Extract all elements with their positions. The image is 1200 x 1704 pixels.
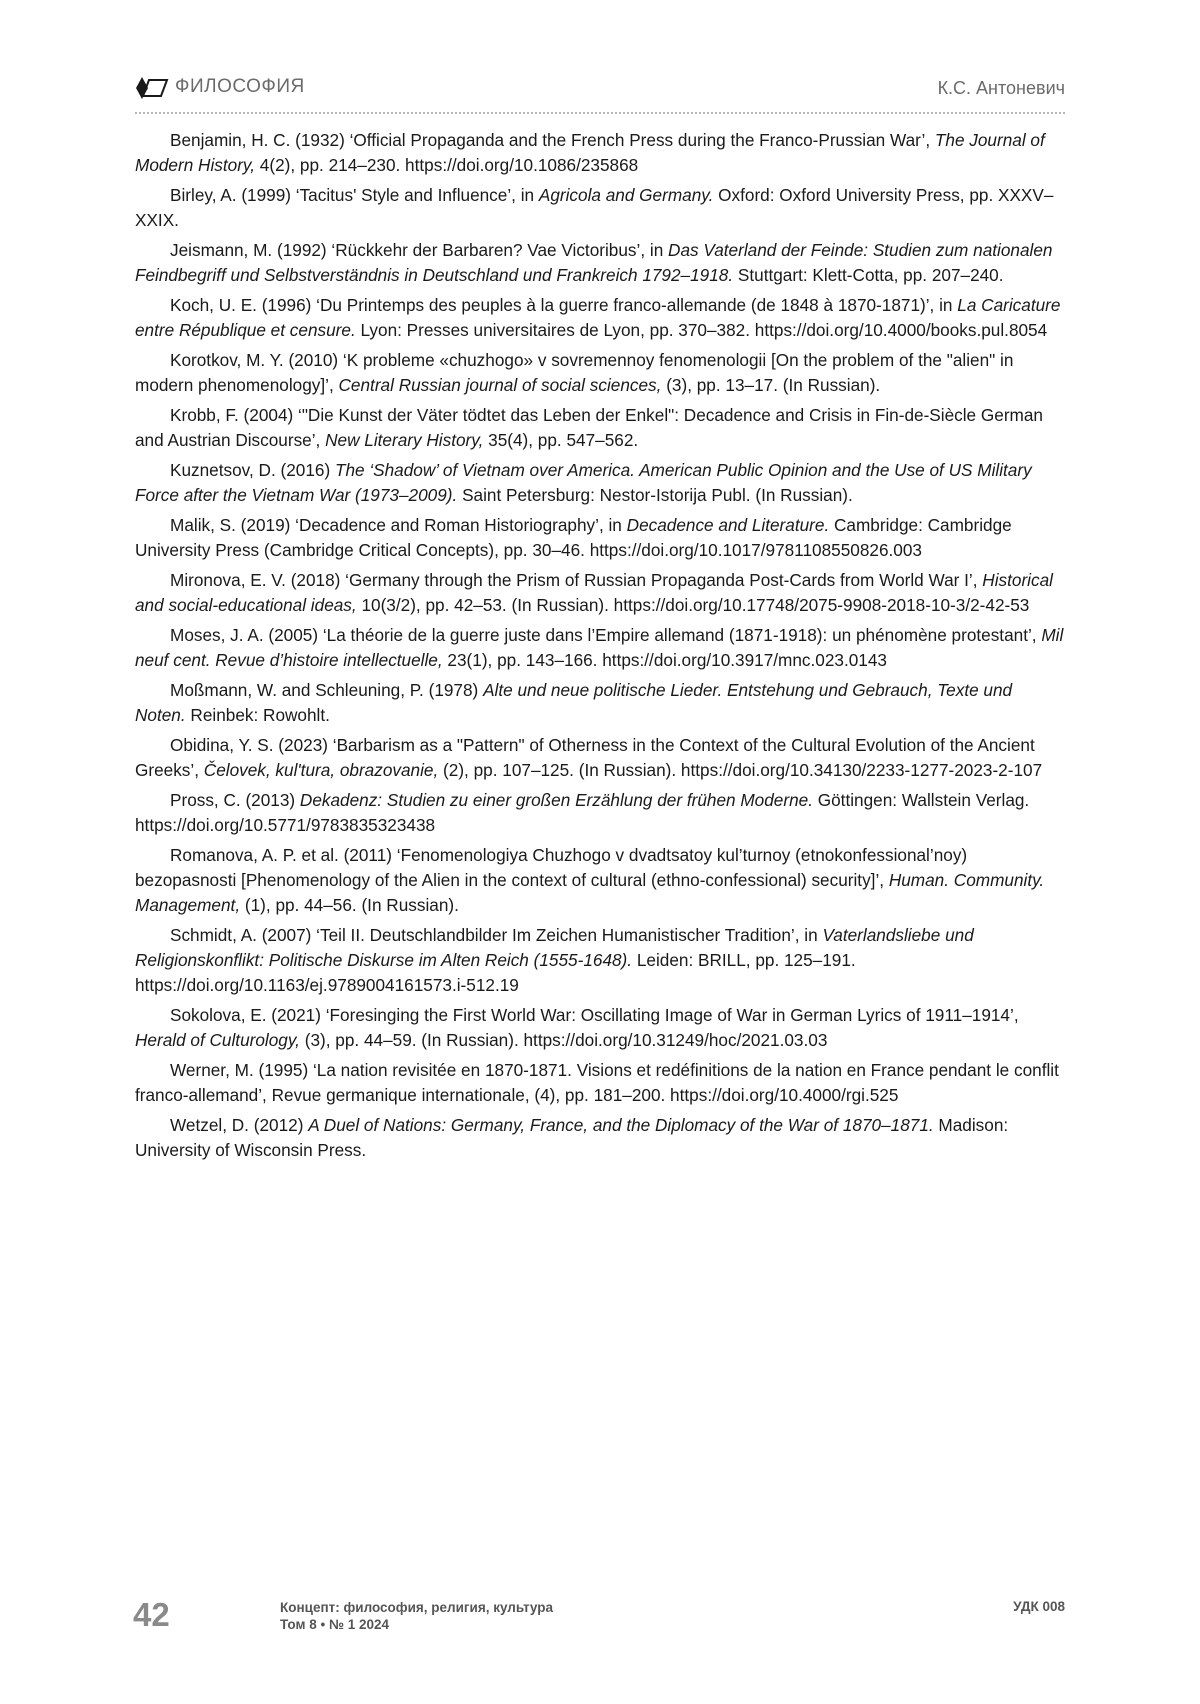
reference-entry [135, 128, 1065, 178]
reference-entry [135, 458, 1065, 508]
reference-text: 4(2), pp. 214–230. https://doi.org/10.1086/235868 [255, 155, 639, 175]
reference-text: Sokolova, E. (2021) ‘Foresinging the First World War: Oscillating Image of War in German Lyrics of 1911–1914’, [170, 1005, 1019, 1025]
journal-issue: Том 8 • № 1 2024 [280, 1617, 390, 1632]
reference-text: Kuznetsov, D. (2016) [170, 460, 335, 480]
header-divider [135, 112, 1065, 114]
reference-text: Wetzel, D. (2012) [170, 1115, 309, 1135]
reference-text: Korotkov, M. Y. (2010) ‘K probleme «chuzhogo» v sovremennoy fenomenologii [On the problem of the "alien" in modern phenomenology]’, [135, 350, 1014, 395]
reference-entry [135, 513, 1065, 563]
reference-text: Leiden: BRILL, pp. 125–191. https://doi.org/10.1163/ej.9789004161573.i-512.19 [135, 950, 856, 995]
reference-text: (3), pp. 44–59. (In Russian). https://doi.org/10.31249/hoc/2021.03.03 [299, 1030, 828, 1050]
reference-source-title: Dekadenz: Studien zu einer großen Erzählung der frühen Moderne. [299, 790, 813, 810]
reference-source-title: The Journal of Modern History, [135, 130, 1045, 175]
reference-text: Jeismann, M. (1992) ‘Rückkehr der Barbaren? Vae Victoribus’, in [170, 240, 669, 260]
reference-text: Saint Petersburg: Nestor-Istorija Publ. (In Russian). [457, 485, 853, 505]
reference-entry [135, 788, 1065, 838]
page-number: 42 [133, 1596, 170, 1633]
reference-text: 10(3/2), pp. 42–53. (In Russian). https://doi.org/10.17748/2075-9908-2018-10-3/2-42-53 [356, 595, 1030, 615]
reference-source-title: The ‘Shadow’ of Vietnam over America. American Public Opinion and the Use of US Military Force after the Vietnam War (1973–2009). [135, 460, 1032, 505]
reference-text: (3), pp. 13–17. (In Russian). [661, 375, 881, 395]
reference-text: Obidina, Y. S. (2023) ‘Barbarism as a "Pattern" of Otherness in the Context of the Cultural Evolution of the Ancient Greeks’, [135, 735, 1035, 780]
reference-source-title: Mil neuf cent. Revue d’histoire intellectuelle, [135, 625, 1064, 670]
reference-entry [135, 623, 1065, 673]
reference-source-title: A Duel of Nations: Germany, France, and the Diplomacy of the War of 1870–1871. [308, 1115, 934, 1135]
reference-text: Pross, C. (2013) [170, 790, 300, 810]
reference-entry [135, 678, 1065, 728]
running-header [135, 74, 1065, 104]
reference-source-title: Das Vaterland der Feinde: Studien zum nationalen Feindbegriff und Selbstverständnis in Deutschland und Frankreich 1792–1918. [135, 240, 1053, 285]
reference-source-title: Alte und neue politische Lieder. Entstehung und Gebrauch, Texte und Noten. [135, 680, 1013, 725]
section-logo-icon [135, 76, 169, 100]
reference-source-title: La Caricature entre République et censure. [135, 295, 1061, 340]
reference-source-title: Central Russian journal of social sciences, [338, 375, 662, 395]
reference-text: Oxford: Oxford University Press, pp. XXXV–XXIX. [135, 185, 1054, 230]
reference-text: Malik, S. (2019) ‘Decadence and Roman Historiography’, in [170, 515, 627, 535]
reference-entry [135, 293, 1065, 343]
reference-entry [135, 923, 1065, 998]
reference-text: Lyon: Presses universitaires de Lyon, pp. 370–382. https://doi.org/10.4000/books.pul.8054 [355, 320, 1048, 340]
reference-entry [135, 403, 1065, 453]
reference-text: Schmidt, A. (2007) ‘Teil II. Deutschlandbilder Im Zeichen Humanistischer Tradition’, in [170, 925, 823, 945]
reference-entry [135, 1003, 1065, 1053]
reference-text: Koch, U. E. (1996) ‘Du Printemps des peuples à la guerre franco-allemande (de 1848 à 1870-1871)’, in [170, 295, 958, 315]
reference-entry [135, 1058, 1065, 1108]
journal-title: Концепт: философия, религия, культура [280, 1600, 554, 1615]
reference-source-title: Historical and social-educational ideas, [135, 570, 1053, 615]
reference-text: (2), pp. 107–125. (In Russian). https://doi.org/10.34130/2233-1277-2023-2-107 [438, 760, 1043, 780]
reference-entry [135, 238, 1065, 288]
reference-list [135, 128, 1065, 1168]
reference-text: Cambridge: Cambridge University Press (Cambridge Critical Concepts), pp. 30–46. https://doi.org/10.1017/9781108550826.003 [135, 515, 1012, 560]
reference-text: Birley, A. (1999) ‘Tacitus' Style and Influence’, in [170, 185, 539, 205]
reference-source-title: Human. Community. Management, [135, 870, 1045, 915]
reference-text: Mironova, E. V. (2018) ‘Germany through the Prism of Russian Propaganda Post-Cards from World War I’, [170, 570, 983, 590]
reference-source-title: Decadence and Literature. [626, 515, 830, 535]
reference-text: (1), pp. 44–56. (In Russian). [240, 895, 459, 915]
reference-source-title: Agricola and Germany. [538, 185, 714, 205]
author-name: К.С. Антоневич [937, 78, 1065, 98]
reference-text: Werner, M. (1995) ‘La nation revisitée en 1870-1871. Visions et redéfinitions de la nation en France pendant le conflit franco-allemand’, Revue germanique internationale, (4), pp. 181–200. https://doi.org/10.4000/rgi.525 [135, 1060, 1059, 1105]
reference-entry [135, 183, 1065, 233]
section-title: ФИЛОСОФИЯ [175, 76, 305, 97]
reference-text: Stuttgart: Klett-Cotta, pp. 207–240. [733, 265, 1004, 285]
reference-entry [135, 1113, 1065, 1163]
reference-text: Moses, J. A. (2005) ‘La théorie de la guerre juste dans l’Empire allemand (1871-1918): un phénomène protestant’, [170, 625, 1042, 645]
reference-text: Krobb, F. (2004) ‘"Die Kunst der Väter tödtet das Leben der Enkel": Decadence and Crisis in Fin-de-Siècle German and Austrian Discourse’, [135, 405, 1043, 450]
reference-entry [135, 348, 1065, 398]
reference-entry [135, 568, 1065, 618]
reference-text: Reinbek: Rowohlt. [185, 705, 330, 725]
udk-code: УДК 008 [1013, 1599, 1065, 1614]
reference-source-title: Čelovek, kul'tura, obrazovanie, [203, 760, 439, 780]
reference-entry [135, 843, 1065, 918]
reference-text: Romanova, A. P. et al. (2011) ‘Fenomenologiya Chuzhogo v dvadtsatoy kul’turnoy (etnokonfessional’noy) bezopasnosti [Phenomenology of the Alien in the context of cultural (ethno-confessional) security]’, [135, 845, 968, 890]
journal-info [280, 1599, 553, 1633]
reference-source-title: Vaterlandsliebe und Religionskonflikt: Politische Diskurse im Alten Reich (1555-1648). [135, 925, 974, 970]
reference-source-title: Herald of Culturology, [135, 1030, 300, 1050]
reference-text: 35(4), pp. 547–562. [483, 430, 639, 450]
reference-text: Moßmann, W. and Schleuning, P. (1978) [170, 680, 484, 700]
reference-text: Madison: University of Wisconsin Press. [135, 1115, 1009, 1160]
reference-entry [135, 733, 1065, 783]
reference-text: Göttingen: Wallstein Verlag. https://doi.org/10.5771/9783835323438 [135, 790, 1030, 835]
reference-text: 23(1), pp. 143–166. https://doi.org/10.3917/mnc.023.0143 [442, 650, 887, 670]
reference-source-title: New Literary History, [325, 430, 484, 450]
reference-text: Benjamin, H. C. (1932) ‘Official Propaganda and the French Press during the Franco-Prussian War’, [170, 130, 935, 150]
